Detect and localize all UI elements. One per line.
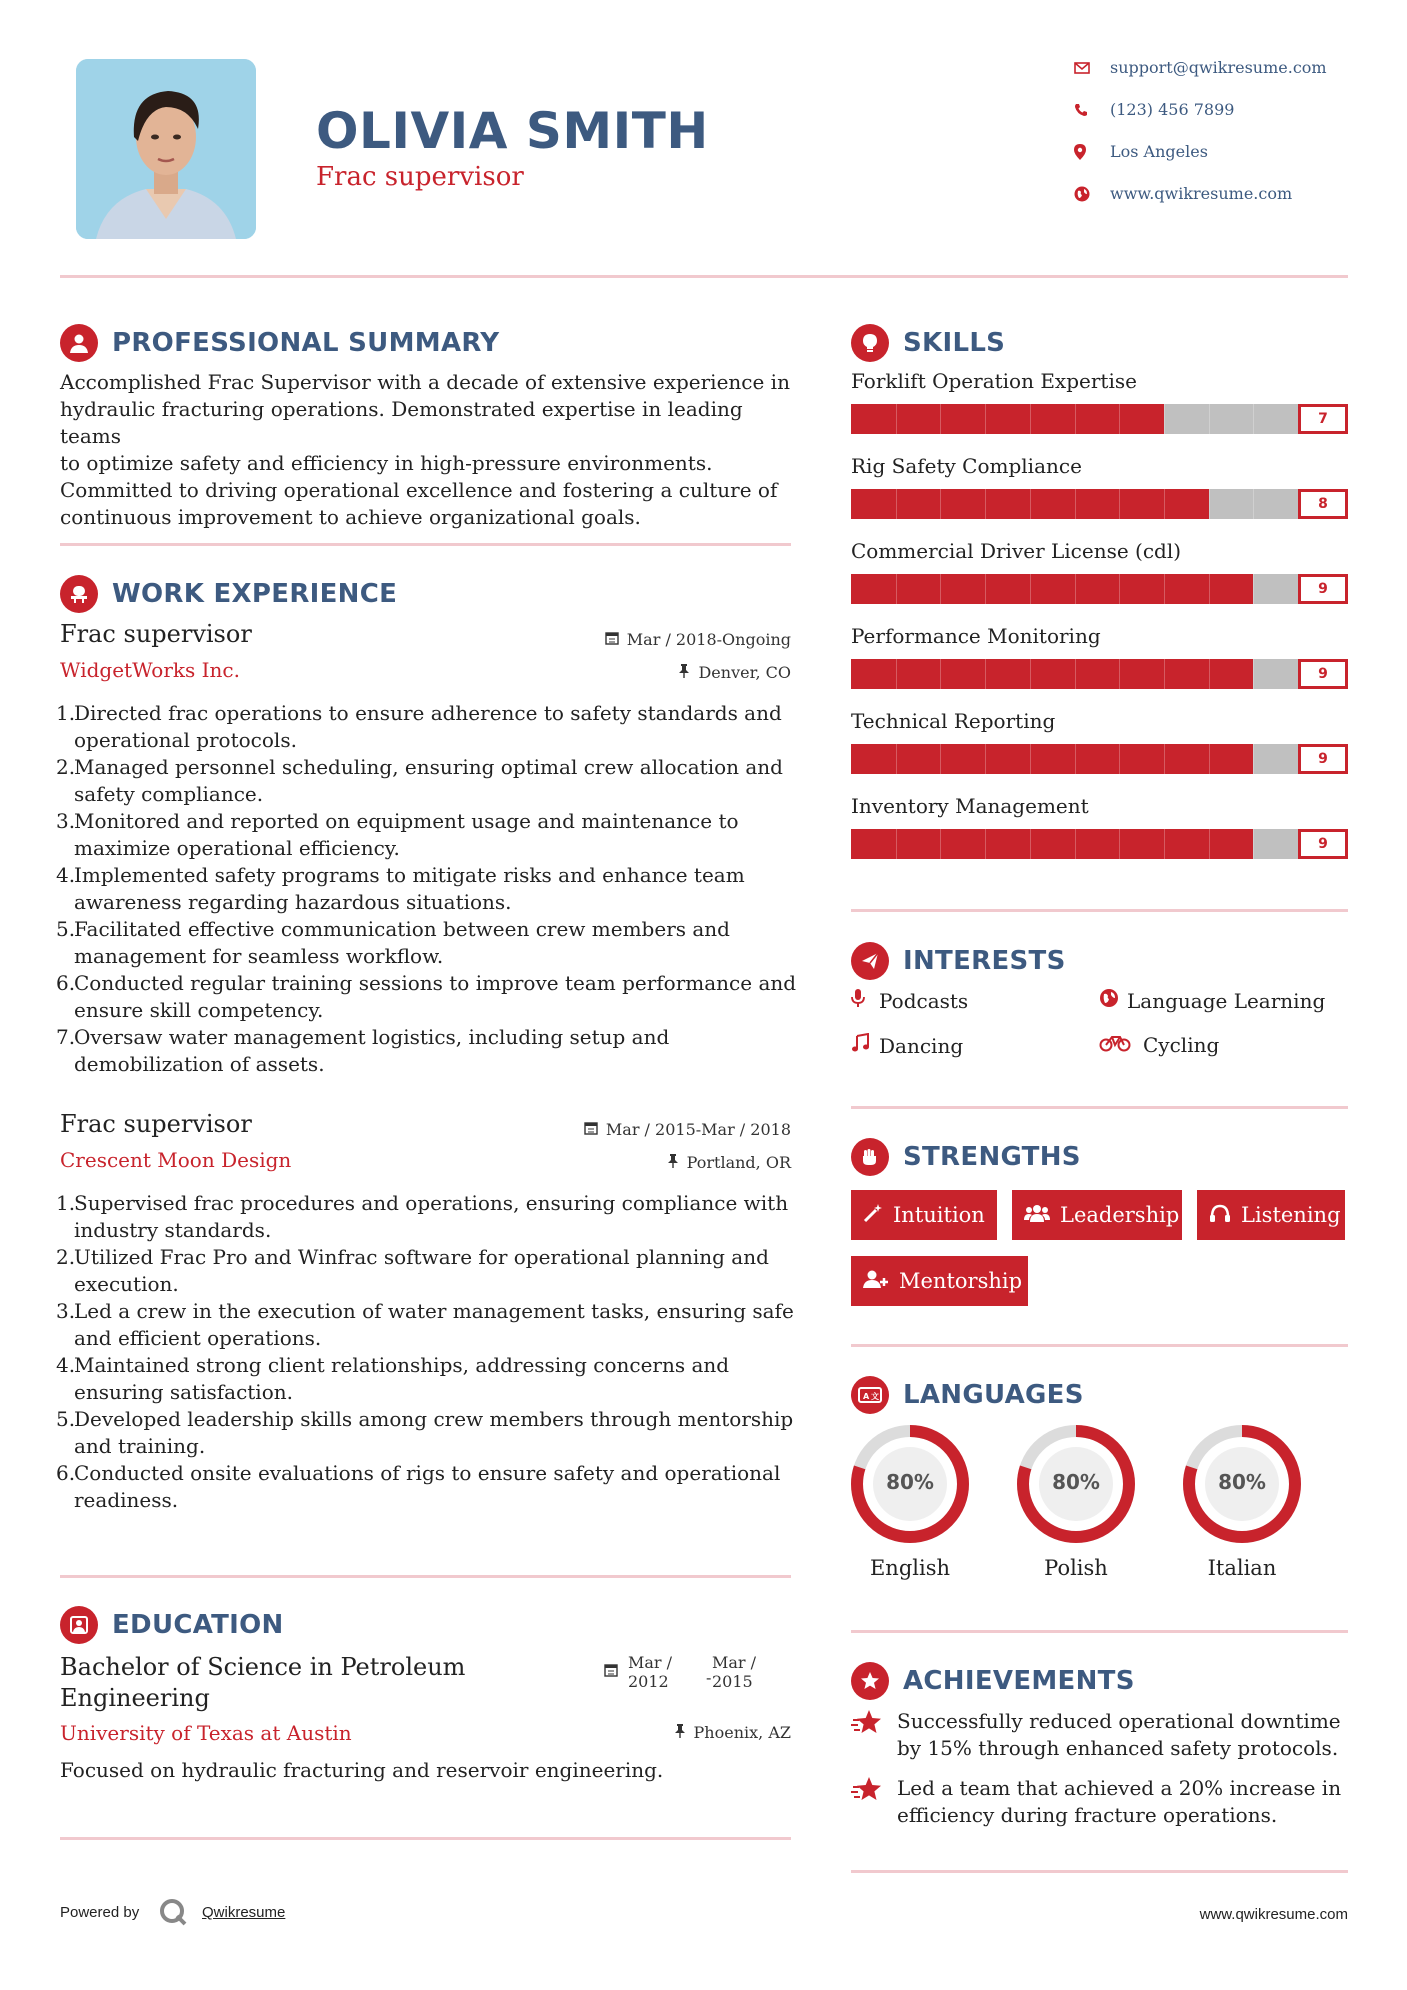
interests-heading	[851, 942, 1066, 980]
pushpin-icon	[667, 1154, 679, 1172]
skill-segment-divider	[940, 574, 941, 604]
skill-fill	[851, 744, 1253, 774]
strength-label: Leadership	[1060, 1203, 1180, 1227]
skill-segment-divider	[1209, 404, 1210, 434]
skill-score: 9	[1298, 659, 1348, 689]
skill-segment-divider	[1030, 659, 1031, 689]
star-badge-icon	[851, 1662, 889, 1700]
magic-wand-icon	[863, 1203, 883, 1228]
candidate-title: Frac supervisor	[316, 162, 524, 192]
job-location-text: Denver, CO	[698, 663, 791, 682]
strength-tag	[851, 1190, 997, 1240]
skill-segment-divider	[1209, 489, 1210, 519]
skill-segment-divider	[1253, 404, 1254, 434]
skill-score: 8	[1298, 489, 1348, 519]
job-title: Frac supervisor	[60, 620, 252, 648]
contact-location-text: Los Angeles	[1110, 142, 1208, 161]
powered-by-label: Powered by	[60, 1904, 140, 1921]
strengths-heading-text: STRENGTHS	[903, 1142, 1081, 1172]
skill-segment-divider	[1253, 829, 1254, 859]
skill-segment-divider	[896, 574, 897, 604]
skills-heading	[851, 324, 1005, 362]
job-dates	[560, 630, 791, 649]
job-dates-text: Mar / 2018-Ongoing	[626, 630, 791, 649]
skill-track	[851, 659, 1298, 689]
degree-name: Bachelor of Science in Petroleum Engineering	[60, 1653, 466, 1712]
achievement-item: Led a team that achieved a 20% increase in efficiency during fracture operations.	[851, 1775, 1348, 1829]
skill-segment-divider	[1119, 489, 1120, 519]
list-item: 5. Developed leadership skills among crew members through mentorship and training.	[56, 1407, 794, 1458]
education-description: Focused on hydraulic fracturing and reservoir engineering.	[60, 1758, 664, 1782]
achievements-heading	[851, 1662, 1135, 1700]
strength-tag	[1012, 1190, 1182, 1240]
language-ring	[1172, 1422, 1312, 1562]
languages-divider	[851, 1630, 1348, 1633]
language-name: Polish	[1044, 1556, 1108, 1580]
strengths-divider	[851, 1344, 1348, 1347]
skill-segment-divider	[985, 574, 986, 604]
skill-segment-divider	[985, 829, 986, 859]
achievements-heading-text: ACHIEVEMENTS	[903, 1666, 1135, 1696]
skill-fill	[851, 829, 1253, 859]
skill-fill	[851, 404, 1164, 434]
skill-name: Inventory Management	[851, 794, 1089, 818]
skill-segment-divider	[1209, 829, 1210, 859]
skill-segment-divider	[896, 829, 897, 859]
skills-list	[851, 369, 1348, 879]
interest-label: Dancing	[879, 1033, 964, 1058]
list-item: 3. Monitored and reported on equipment usage and maintenance to maximize operational efficiency.	[56, 809, 739, 860]
graduate-icon	[60, 1606, 98, 1644]
skill-name: Technical Reporting	[851, 709, 1056, 733]
list-item: 2. Utilized Frac Pro and Winfrac software for operational planning and execution.	[56, 1245, 769, 1296]
pushpin-icon	[674, 1724, 686, 1742]
summary-text	[60, 369, 800, 531]
skill-segment-divider	[1119, 744, 1120, 774]
skill-segment-divider	[1253, 489, 1254, 519]
skills-heading-text: SKILLS	[903, 328, 1006, 358]
summary-heading	[60, 324, 499, 362]
skills-divider	[851, 909, 1348, 912]
skill-segment-divider	[985, 404, 986, 434]
skill-segment-divider	[896, 489, 897, 519]
skill-name: Rig Safety Compliance	[851, 454, 1082, 478]
company-name: Crescent Moon Design	[60, 1148, 292, 1172]
list-item: 1. Supervised frac procedures and operations, ensuring compliance with industry standards.	[56, 1191, 789, 1242]
skill-track	[851, 489, 1298, 519]
languages-heading	[851, 1376, 1084, 1414]
skill-segment-divider	[1164, 489, 1165, 519]
skill-item	[851, 794, 1348, 879]
contact-website[interactable]	[1070, 184, 1370, 203]
job-dates	[520, 1120, 791, 1139]
skill-segment-divider	[896, 744, 897, 774]
skill-score: 9	[1298, 829, 1348, 859]
globe-icon	[1099, 988, 1127, 1013]
lightbulb-icon	[851, 324, 889, 362]
education-divider	[60, 1837, 791, 1840]
phone-icon	[1070, 103, 1110, 117]
strength-label: Listening	[1241, 1203, 1341, 1227]
contact-phone-text: (123) 456 7899	[1110, 100, 1235, 119]
list-item: 4. Maintained strong client relationships, addressing concerns and ensuring satisfaction.	[56, 1353, 730, 1404]
interests-heading-text: INTERESTS	[903, 946, 1066, 976]
language-name: Italian	[1207, 1556, 1277, 1580]
language-percent: 80%	[886, 1470, 934, 1494]
skill-segment-divider	[1209, 744, 1210, 774]
fist-icon	[851, 1138, 889, 1176]
skill-bar	[851, 744, 1348, 774]
job-location-text: Portland, OR	[686, 1153, 791, 1172]
school-name: University of Texas at Austin	[60, 1721, 352, 1745]
skill-segment-divider	[1253, 744, 1254, 774]
work-heading-text: WORK EXPERIENCE	[112, 579, 398, 609]
skill-segment-divider	[1209, 574, 1210, 604]
skill-name: Forklift Operation Expertise	[851, 369, 1137, 393]
user-icon	[60, 324, 98, 362]
skill-segment-divider	[896, 659, 897, 689]
skill-item	[851, 369, 1348, 454]
education-location-text: Phoenix, AZ	[693, 1723, 791, 1742]
contact-location	[1070, 142, 1370, 161]
list-item: 4. Implemented safety programs to mitigate risks and enhance team awareness regarding hazardous situations.	[56, 863, 745, 914]
strength-label: Intuition	[893, 1203, 985, 1227]
achievement-item: Successfully reduced operational downtime by 15% through enhanced safety protocols.	[851, 1708, 1348, 1762]
pushpin-icon	[678, 664, 690, 682]
interests-divider	[851, 1106, 1348, 1109]
skill-segment-divider	[940, 659, 941, 689]
skill-segment-divider	[940, 744, 941, 774]
candidate-name: OLIVIA SMITH	[316, 102, 709, 160]
interest-label: Cycling	[1143, 1033, 1220, 1057]
education-calendar	[604, 1662, 618, 1681]
summary-line: continuous improvement to achieve organizational goals.	[60, 505, 641, 529]
skill-bar	[851, 659, 1348, 689]
skill-segment-divider	[1075, 489, 1076, 519]
summary-line: Accomplished Frac Supervisor with a decade of extensive experience in	[60, 370, 790, 394]
language-name: English	[869, 1556, 951, 1580]
list-item: 1. Directed frac operations to ensure adherence to safety standards and operational protocols.	[56, 701, 782, 752]
skill-segment-divider	[1119, 574, 1120, 604]
contact-email[interactable]	[1070, 58, 1370, 77]
list-item: 6. Conducted onsite evaluations of rigs to ensure safety and operational readiness.	[56, 1461, 781, 1512]
list-item: 7. Oversaw water management logistics, including setup and demobilization of assets.	[56, 1025, 670, 1076]
music-note-icon	[851, 1033, 879, 1058]
skill-name: Performance Monitoring	[851, 624, 1101, 648]
summary-line: to optimize safety and efficiency in high-pressure environments.	[60, 451, 713, 475]
skill-track	[851, 744, 1298, 774]
skill-item	[851, 539, 1348, 624]
skill-segment-divider	[1164, 829, 1165, 859]
skill-score: 9	[1298, 574, 1348, 604]
skill-segment-divider	[1030, 574, 1031, 604]
skill-segment-divider	[1164, 659, 1165, 689]
contact-phone[interactable]	[1070, 100, 1370, 119]
skill-segment-divider	[940, 404, 941, 434]
contact-email-text: support@qwikresume.com	[1110, 58, 1327, 77]
summary-heading-text: PROFESSIONAL SUMMARY	[112, 328, 500, 358]
interest-item	[1099, 1033, 1219, 1057]
users-icon	[1024, 1203, 1050, 1228]
work-heading	[60, 575, 397, 613]
qwikresume-link[interactable]: Qwikresume	[202, 1904, 286, 1921]
summary-divider	[60, 543, 791, 546]
job-title: Frac supervisor	[60, 1110, 252, 1138]
strength-tag	[1197, 1190, 1345, 1240]
skill-segment-divider	[1075, 574, 1076, 604]
calendar-icon	[604, 1663, 618, 1677]
bicycle-icon	[1099, 1033, 1143, 1057]
skill-segment-divider	[896, 404, 897, 434]
calendar-icon	[605, 631, 619, 649]
skill-segment-divider	[985, 659, 986, 689]
list-item: 5. Facilitated effective communication between crew members and management for seamless workflow.	[56, 917, 730, 968]
skill-segment-divider	[1253, 659, 1254, 689]
language-percent: 80%	[1052, 1470, 1100, 1494]
skill-segment-divider	[1030, 489, 1031, 519]
strength-label: Mentorship	[899, 1269, 1023, 1293]
skill-segment-divider	[1030, 404, 1031, 434]
briefcase-icon	[60, 575, 98, 613]
qwikresume-logo-icon	[158, 1897, 188, 1931]
skill-segment-divider	[1209, 659, 1210, 689]
company-name: WidgetWorks Inc.	[60, 658, 240, 682]
skill-segment-divider	[1075, 829, 1076, 859]
footer-website-link[interactable]: www.qwikresume.com	[1199, 1906, 1348, 1923]
user-plus-icon	[863, 1269, 889, 1294]
calendar-icon	[584, 1121, 598, 1139]
paper-plane-icon	[851, 942, 889, 980]
list-item: 2. Managed personnel scheduling, ensuring optimal crew allocation and safety compliance.	[56, 755, 783, 806]
job-location	[560, 1153, 791, 1172]
summary-line: Committed to driving operational excellence and fostering a culture of	[60, 478, 778, 502]
skill-bar	[851, 404, 1348, 434]
globe-icon	[1070, 186, 1110, 202]
skill-segment-divider	[985, 744, 986, 774]
work-divider	[60, 1575, 791, 1578]
skill-item	[851, 709, 1348, 794]
education-location	[560, 1723, 791, 1742]
education-heading	[60, 1606, 284, 1644]
summary-line: hydraulic fracturing operations. Demonstrated expertise in leading teams	[60, 397, 743, 448]
skill-segment-divider	[1119, 404, 1120, 434]
star-icon	[851, 1708, 897, 1762]
strengths-heading	[851, 1138, 1081, 1176]
interest-item	[851, 988, 968, 1013]
skill-track	[851, 829, 1298, 859]
header-divider	[60, 275, 1348, 278]
skill-segment-divider	[1164, 574, 1165, 604]
languages-heading-text: LANGUAGES	[903, 1380, 1084, 1410]
svg-text:A: A	[863, 1392, 870, 1401]
skill-segment-divider	[1164, 744, 1165, 774]
skill-fill	[851, 574, 1253, 604]
microphone-icon	[851, 988, 879, 1013]
education-start-date: Mar / 2012	[628, 1653, 673, 1691]
skill-segment-divider	[940, 829, 941, 859]
profile-photo	[76, 59, 256, 239]
envelope-icon	[1070, 62, 1110, 74]
strength-tag	[851, 1256, 1028, 1306]
skill-segment-divider	[1164, 404, 1165, 434]
interest-label: Podcasts	[879, 988, 969, 1013]
skill-segment-divider	[1119, 659, 1120, 689]
skill-segment-divider	[1075, 744, 1076, 774]
headphones-icon	[1209, 1203, 1231, 1228]
skill-item	[851, 454, 1348, 539]
education-heading-text: EDUCATION	[112, 1610, 284, 1640]
skill-segment-divider	[1075, 404, 1076, 434]
language-ring	[1006, 1422, 1146, 1562]
interest-item	[1099, 988, 1325, 1013]
skill-track	[851, 574, 1298, 604]
skill-segment-divider	[940, 489, 941, 519]
contact-website-text: www.qwikresume.com	[1110, 184, 1293, 203]
list-item: 3. Led a crew in the execution of water management tasks, ensuring safe and efficient operations.	[56, 1299, 794, 1350]
education-end-date: Mar / 2015	[712, 1653, 757, 1691]
skill-segment-divider	[985, 489, 986, 519]
skill-segment-divider	[1030, 829, 1031, 859]
skill-track	[851, 404, 1298, 434]
job-dates-text: Mar / 2015-Mar / 2018	[605, 1120, 791, 1139]
skill-segment-divider	[1030, 744, 1031, 774]
skill-bar	[851, 489, 1348, 519]
interest-label: Language Learning	[1127, 988, 1326, 1013]
skill-segment-divider	[1119, 829, 1120, 859]
skill-fill	[851, 659, 1253, 689]
skill-segment-divider	[1075, 659, 1076, 689]
job-location	[560, 663, 791, 682]
skill-score: 7	[1298, 404, 1348, 434]
skill-name: Commercial Driver License (cdl)	[851, 539, 1182, 563]
skill-segment-divider	[1253, 574, 1254, 604]
achievements-divider	[851, 1870, 1348, 1873]
skill-item	[851, 624, 1348, 709]
education-date-dash: -	[706, 1668, 712, 1687]
language-percent: 80%	[1218, 1470, 1266, 1494]
map-pin-icon	[1070, 144, 1110, 160]
language-ring	[840, 1422, 980, 1562]
interest-item	[851, 1033, 963, 1058]
skill-bar	[851, 574, 1348, 604]
star-icon	[851, 1775, 897, 1829]
job-duties-list	[58, 700, 798, 1078]
list-item: 6. Conducted regular training sessions to improve team performance and ensure skill competency.	[56, 971, 797, 1022]
skill-score: 9	[1298, 744, 1348, 774]
svg-text:文: 文	[871, 1392, 879, 1401]
skill-bar	[851, 829, 1348, 859]
translate-icon	[851, 1376, 889, 1414]
job-duties-list	[58, 1190, 798, 1514]
